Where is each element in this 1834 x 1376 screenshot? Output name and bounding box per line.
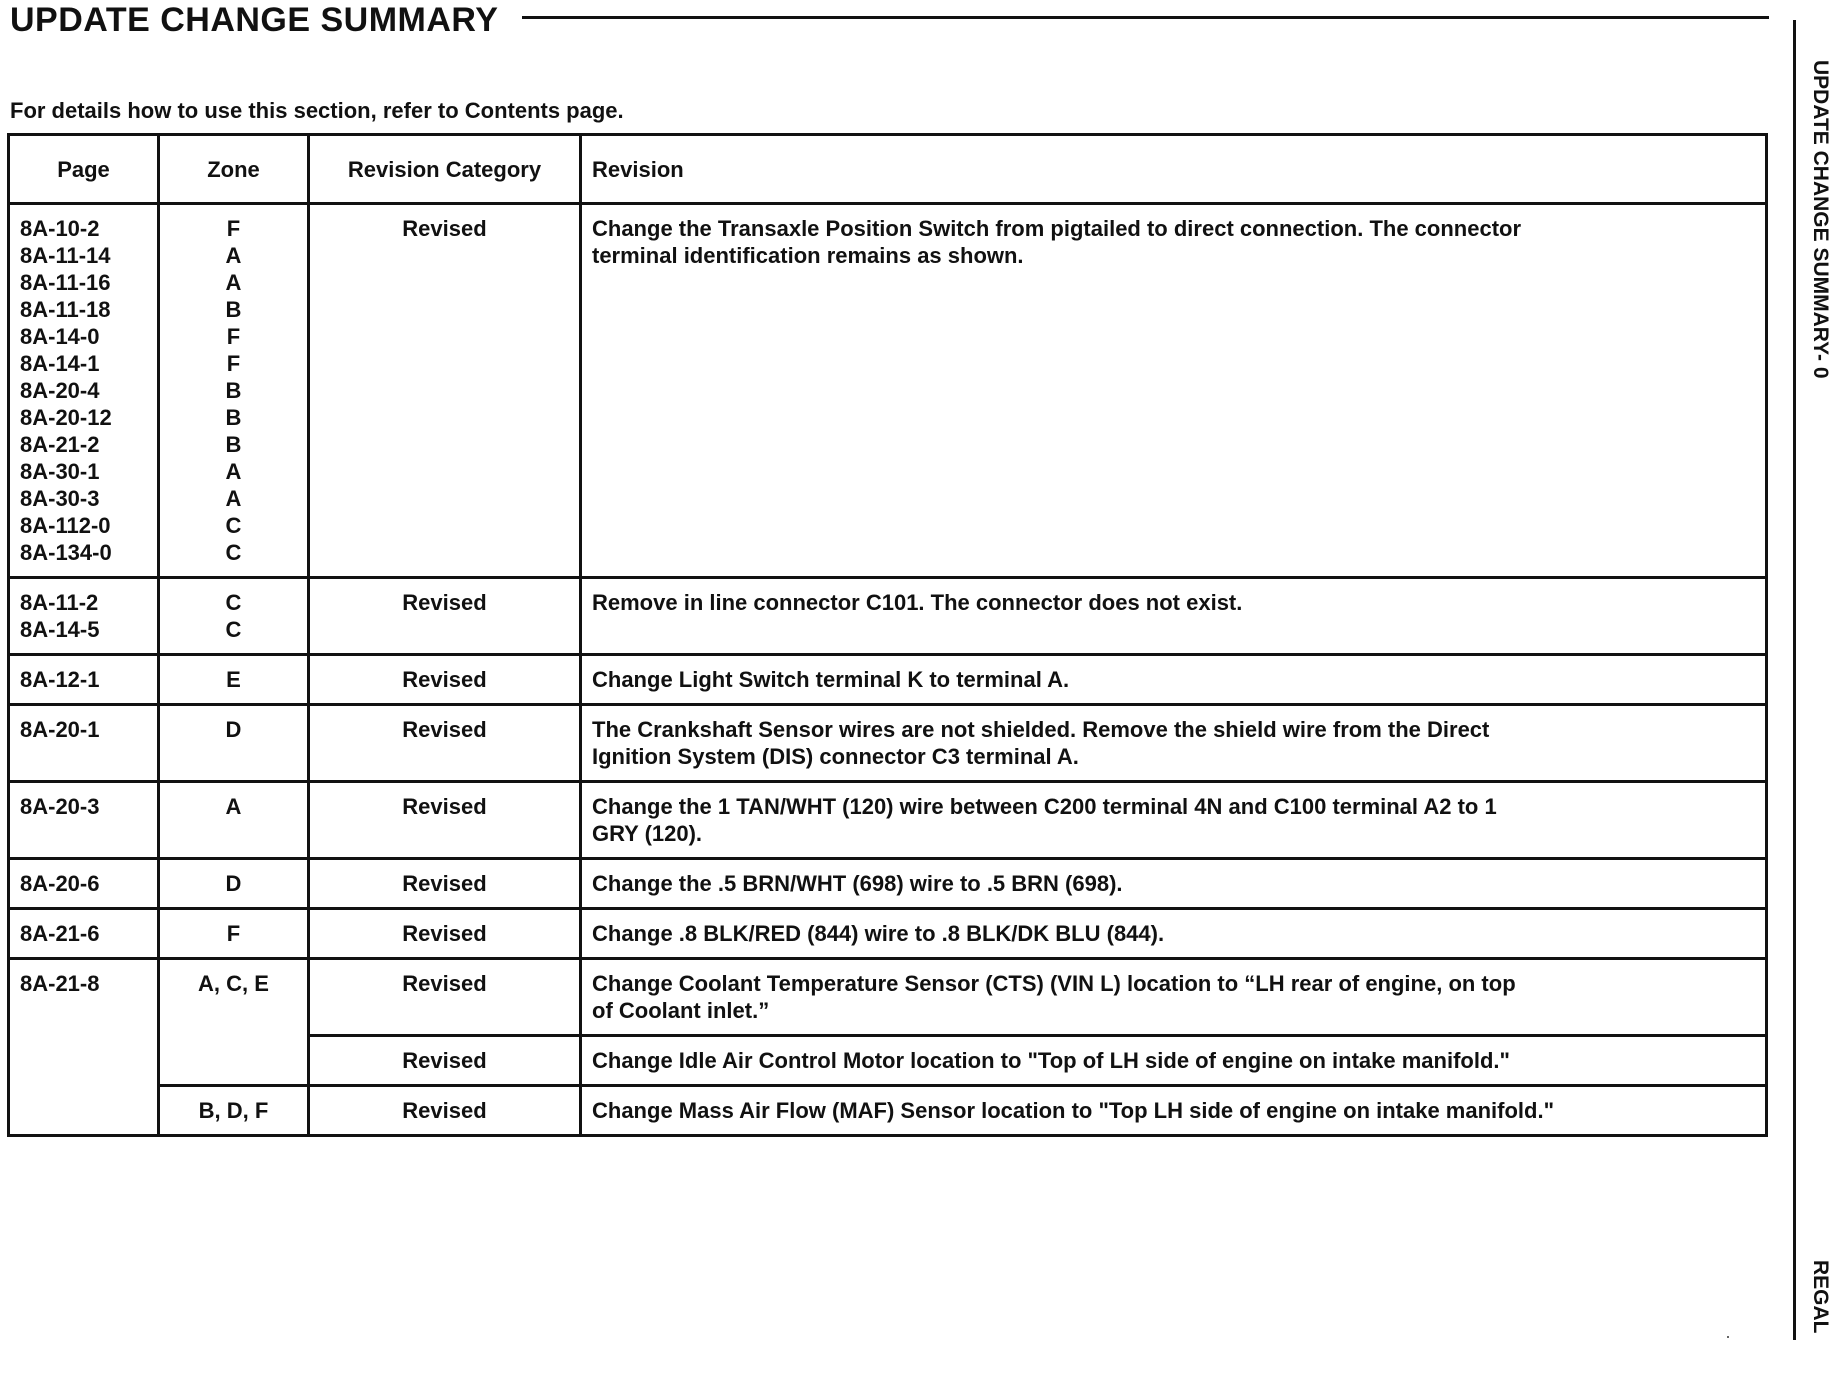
revision-line: Change .8 BLK/RED (844) wire to .8 BLK/DK BLU (844).	[592, 921, 1165, 946]
page-ref: 8A-11-18	[20, 297, 111, 322]
header-zone: Zone	[159, 135, 309, 204]
page-ref: 8A-14-0	[20, 324, 100, 349]
cell-page	[9, 655, 159, 705]
cell-revision-category: Revised	[309, 655, 581, 705]
cell-page	[9, 578, 159, 655]
table-row	[9, 959, 1767, 1036]
zone-ref: F	[226, 216, 241, 241]
table-row	[9, 859, 1767, 909]
cell-revision	[581, 1036, 1767, 1086]
zone-ref: C	[225, 513, 242, 538]
side-label-section: UPDATE CHANGE SUMMARY- 0	[1809, 60, 1832, 379]
page-ref: 8A-134-0	[20, 540, 112, 565]
header-revision-category: Revision Category	[309, 135, 581, 204]
table-header-row	[9, 135, 1767, 204]
revision-line: Change Idle Air Control Motor location to "Top of LH side of engine on intake manifold."	[592, 1048, 1510, 1073]
zone-ref: F	[226, 921, 241, 946]
cell-zone	[159, 705, 309, 782]
revision-line: Change the Transaxle Position Switch from pigtailed to direct connection. The connector	[592, 216, 1522, 241]
cell-revision-category: Revised	[309, 1036, 581, 1086]
table-row	[9, 1086, 1767, 1136]
revision-line: Change the .5 BRN/WHT (698) wire to .5 BRN (698).	[592, 871, 1123, 896]
cell-revision	[581, 959, 1767, 1036]
revision-line: Change Coolant Temperature Sensor (CTS) (VIN L) location to “LH rear of engine, on top	[592, 971, 1516, 996]
cell-revision	[581, 204, 1767, 578]
zone-ref: B	[225, 405, 242, 430]
page-ref: 8A-11-2	[20, 590, 99, 615]
page-ref: 8A-21-2	[20, 432, 100, 457]
header-page: Page	[9, 135, 159, 204]
cell-zone	[159, 204, 309, 578]
table-row	[9, 705, 1767, 782]
page-ref: 8A-112-0	[20, 513, 111, 538]
zone-ref: B	[225, 432, 242, 457]
scan-speck	[1727, 1336, 1729, 1338]
page-ref: 8A-21-6	[20, 921, 100, 946]
cell-revision	[581, 1086, 1767, 1136]
zone-ref: A	[225, 243, 242, 268]
cell-revision	[581, 655, 1767, 705]
zone-ref: D	[225, 871, 242, 896]
cell-page	[9, 782, 159, 859]
page-ref: 8A-20-6	[20, 871, 100, 896]
cell-revision-category: Revised	[309, 859, 581, 909]
zone-ref: F	[226, 351, 241, 376]
cell-zone	[159, 909, 309, 959]
cell-zone: A, C, E	[159, 959, 309, 1086]
zone-ref: D	[225, 717, 242, 742]
revision-line: Change Mass Air Flow (MAF) Sensor location to "Top LH side of engine on intake manifold."	[592, 1098, 1555, 1123]
cell-zone	[159, 782, 309, 859]
side-rule	[1793, 20, 1796, 1340]
zone-ref: C	[225, 590, 242, 615]
cell-zone: B, D, F	[159, 1086, 309, 1136]
update-summary-table	[7, 133, 1768, 1137]
cell-revision	[581, 578, 1767, 655]
page-ref: 8A-20-4	[20, 378, 100, 403]
zone-ref: A	[225, 270, 242, 295]
cell-revision-category: Revised	[309, 204, 581, 578]
cell-revision-category: Revised	[309, 909, 581, 959]
cell-revision	[581, 705, 1767, 782]
page-ref: 8A-14-5	[20, 617, 100, 642]
zone-ref: C	[225, 540, 242, 565]
zone-ref: A	[225, 486, 242, 511]
cell-zone	[159, 578, 309, 655]
zone-ref: B	[225, 297, 242, 322]
table-body	[9, 204, 1767, 1136]
revision-line: Remove in line connector C101. The connector does not exist.	[592, 590, 1243, 615]
page-ref: 8A-21-8	[20, 971, 100, 996]
zone-ref: A	[225, 459, 242, 484]
cell-zone	[159, 655, 309, 705]
page-ref: 8A-20-3	[20, 794, 100, 819]
cell-page	[9, 959, 159, 1136]
page-ref: 8A-30-1	[20, 459, 100, 484]
page-ref: 8A-20-12	[20, 405, 112, 430]
page-ref: 8A-11-14	[20, 243, 111, 268]
cell-revision-category: Revised	[309, 959, 581, 1036]
page-ref: 8A-30-3	[20, 486, 100, 511]
cell-revision-category: Revised	[309, 782, 581, 859]
revision-line: Change Light Switch terminal K to terminal A.	[592, 667, 1070, 692]
cell-revision	[581, 859, 1767, 909]
revision-line: Ignition System (DIS) connector C3 terminal A.	[592, 744, 1079, 769]
table-row	[9, 578, 1767, 655]
cell-page	[9, 909, 159, 959]
table-row	[9, 782, 1767, 859]
cell-page	[9, 705, 159, 782]
cell-zone	[159, 859, 309, 909]
page-ref: 8A-20-1	[20, 717, 100, 742]
cell-page	[9, 204, 159, 578]
cell-revision-category: Revised	[309, 705, 581, 782]
page-title: UPDATE CHANGE SUMMARY	[10, 1, 499, 39]
zone-ref: B	[225, 378, 242, 403]
zone-ref: A	[225, 794, 242, 819]
page-ref: 8A-12-1	[20, 667, 100, 692]
header-revision: Revision	[581, 135, 1767, 204]
revision-line: terminal identification remains as shown.	[592, 243, 1024, 268]
table-row	[9, 204, 1767, 578]
cell-revision	[581, 782, 1767, 859]
cell-revision	[581, 909, 1767, 959]
zone-ref: F	[226, 324, 241, 349]
page-ref: 8A-11-16	[20, 270, 111, 295]
title-rule	[522, 16, 1769, 19]
zone-ref: E	[226, 667, 241, 692]
cell-page	[9, 859, 159, 909]
cell-revision-category: Revised	[309, 578, 581, 655]
page-ref: 8A-10-2	[20, 216, 100, 241]
table-row	[9, 655, 1767, 705]
table-row	[9, 909, 1767, 959]
revision-line: of Coolant inlet.”	[592, 998, 770, 1023]
revision-line: Change the 1 TAN/WHT (120) wire between C200 terminal 4N and C100 terminal A2 to 1	[592, 794, 1497, 819]
intro-text: For details how to use this section, refer to Contents page.	[10, 98, 624, 123]
revision-line: The Crankshaft Sensor wires are not shielded. Remove the shield wire from the Direct	[592, 717, 1490, 742]
page-ref: 8A-14-1	[20, 351, 100, 376]
side-label-model: REGAL	[1809, 1260, 1832, 1334]
cell-revision-category: Revised	[309, 1086, 581, 1136]
zone-ref: C	[225, 617, 242, 642]
revision-line: GRY (120).	[592, 821, 703, 846]
